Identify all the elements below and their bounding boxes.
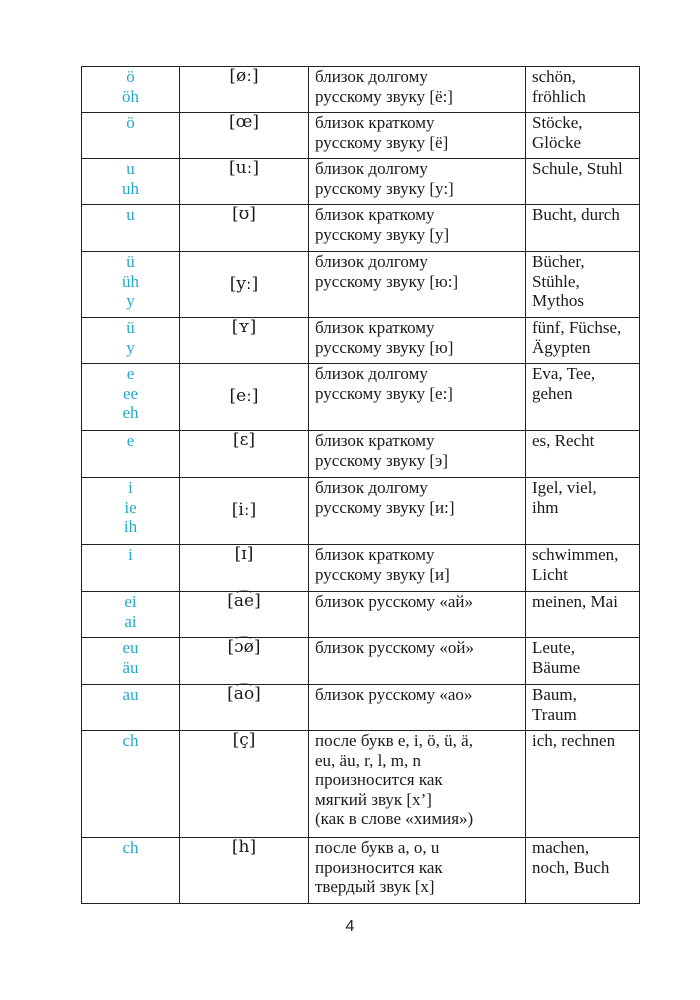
examples-cell-line: Ägypten [532,337,591,357]
description-cell [309,685,526,731]
examples-cell-line: noch, Buch [532,857,610,877]
examples-cell-line: ihm [532,497,559,517]
ipa-cell: [œ] [180,113,309,159]
letters-cell [82,67,180,113]
examples-cell-line: es, Recht [532,431,595,450]
examples-cell-line: meinen, Mai [532,592,618,611]
examples-cell-line: ich, rechnen [532,731,616,750]
description-cell [309,431,526,478]
examples-cell [526,113,640,159]
letters-cell [82,545,180,592]
ipa-cell: [ç] [180,731,309,838]
ipa-cell: [ɪ] [180,545,309,592]
examples-cell [526,592,640,638]
description-cell-line: после букв a, o, u [315,838,440,857]
ipa-cell: [a͡e] [180,592,309,638]
description-cell-line: (как в слове «химия») [315,809,474,828]
letters-cell-line: üh [122,271,139,291]
examples-cell [526,431,640,478]
examples-cell-line: Bücher, [532,252,585,271]
letters-cell-line: ie [124,497,137,517]
letters-cell-line: ch [122,731,139,750]
letters-cell-line: ö [126,67,135,86]
table-row [82,545,640,592]
letters-cell [82,318,180,364]
letters-cell-line: i [128,478,133,497]
table-row [82,685,640,731]
examples-cell-line: Igel, viel, [532,478,597,497]
letters-cell [82,838,180,904]
examples-cell [526,478,640,545]
letters-cell-line: y [126,291,135,310]
letters-cell [82,638,180,685]
description-cell-line: русскому звуку [у:] [315,178,454,198]
table-row [82,67,640,113]
description-cell [309,67,526,113]
examples-cell [526,364,640,431]
letters-cell [82,252,180,318]
letters-cell-line: u [126,205,135,224]
description-cell-line: близок краткому [315,431,435,450]
description-cell-line: русскому звуку [ю] [315,337,454,357]
examples-cell-line: Glöcke [532,132,582,152]
examples-cell [526,685,640,731]
ipa-cell: [a͡o] [180,685,309,731]
ipa-cell: [ɛ] [180,431,309,478]
examples-cell [526,545,640,592]
examples-cell-line: Traum [532,704,577,724]
ipa-cell: [ɔ͡ø] [180,638,309,685]
examples-cell [526,731,640,838]
letters-cell-line: ü [126,252,135,271]
table-row [82,318,640,364]
table-row [82,113,640,159]
description-cell-line: русскому звуку [у] [315,224,450,244]
table-row [82,478,640,545]
phonetics-table-body [82,67,640,904]
examples-cell [526,252,640,318]
letters-cell [82,364,180,431]
table-row [82,731,640,838]
letters-cell-line: ai [124,611,137,631]
letters-cell-line: ih [123,517,138,536]
description-cell [309,638,526,685]
letters-cell-line: e [126,364,135,383]
examples-cell-line: Schule, Stuhl [532,159,623,178]
description-cell-line: после букв e, i, ö, ü, ä, [315,731,473,750]
letters-cell-line: u [126,159,135,178]
ipa-cell: [øː] [180,67,309,113]
description-cell [309,252,526,318]
letters-cell [82,113,180,159]
ipa-cell: [iː] [180,478,309,545]
letters-cell [82,478,180,545]
examples-cell-line: Licht [532,564,568,584]
table-row [82,205,640,252]
letters-cell-line: ö [126,113,135,132]
description-cell-line: близок русскому «ао» [315,685,473,704]
description-cell-line: твердый звук [х] [315,877,435,896]
table-row [82,638,640,685]
letters-cell [82,685,180,731]
examples-cell [526,638,640,685]
description-cell-line: произносится как [315,857,443,877]
ipa-cell: [yː] [180,252,309,318]
table-row [82,431,640,478]
description-cell [309,159,526,205]
description-cell-line: произносится как [315,770,443,789]
ipa-cell: [eː] [180,364,309,431]
description-cell [309,205,526,252]
examples-cell [526,318,640,364]
letters-cell-line: äu [122,657,139,677]
table-row [82,364,640,431]
letters-cell-line: i [128,545,133,564]
ipa-cell: [ʏ] [180,318,309,364]
ipa-cell: [ʊ] [180,205,309,252]
letters-cell [82,592,180,638]
description-cell-line: близок долгому [315,252,428,271]
description-cell-line: русскому звуку [ё] [315,132,449,152]
letters-cell [82,431,180,478]
description-cell-line: близок краткому [315,545,435,564]
description-cell [309,364,526,431]
table-row [82,159,640,205]
examples-cell [526,67,640,113]
table-row [82,838,640,904]
description-cell-line: eu, äu, r, l, m, n [315,750,422,770]
letters-cell-line: ch [122,838,139,857]
description-cell [309,478,526,545]
description-cell-line: русскому звуку [ё:] [315,86,453,106]
examples-cell [526,159,640,205]
letters-cell-line: eu [122,638,139,657]
examples-cell-line: fröhlich [532,86,586,106]
examples-cell-line: Stöcke, [532,113,583,132]
description-cell [309,318,526,364]
letters-cell [82,205,180,252]
letters-cell [82,731,180,838]
examples-cell-line: Bucht, durch [532,205,620,224]
examples-cell [526,838,640,904]
description-cell-line: близок краткому [315,318,435,337]
examples-cell-line: schwimmen, [532,545,619,564]
description-cell-line: близок долгому [315,364,428,383]
examples-cell-line: schön, [532,67,576,86]
letters-cell-line: uh [122,178,139,198]
letters-cell-line: ee [122,383,139,403]
table-row [82,592,640,638]
phonetics-table [81,66,640,904]
letters-cell-line: e [126,431,135,450]
examples-cell-line: gehen [532,383,573,403]
page-number: 4 [345,918,355,935]
examples-cell-line: Leute, [532,638,575,657]
letters-cell-line: au [122,685,139,704]
description-cell [309,545,526,592]
examples-cell-line: fünf, Füchse, [532,318,622,337]
examples-cell-line: machen, [532,838,590,857]
examples-cell-line: Baum, [532,685,577,704]
examples-cell-line: Bäume [532,657,581,677]
letters-cell-line: ü [126,318,135,337]
table-row [82,252,640,318]
ipa-cell: [uː] [180,159,309,205]
examples-cell-line: Mythos [532,291,584,310]
examples-cell-line: Eva, Tee, [532,364,596,383]
letters-cell-line: öh [122,86,139,106]
description-cell [309,592,526,638]
description-cell-line: близок долгому [315,478,428,497]
letters-cell [82,159,180,205]
description-cell [309,731,526,838]
letters-cell-line: eh [122,403,139,422]
description-cell-line: близок краткому [315,113,435,132]
description-cell-line: русскому звуку [и] [315,564,450,584]
examples-cell [526,205,640,252]
examples-cell-line: Stühle, [532,271,580,291]
description-cell-line: близок русскому «ай» [315,592,474,611]
description-cell-line: близок краткому [315,205,435,224]
description-cell-line: близок долгому [315,67,428,86]
letters-cell-line: y [126,337,135,357]
description-cell [309,838,526,904]
description-cell-line: русскому звуку [и:] [315,497,455,517]
description-cell-line: русскому звуку [э] [315,450,448,470]
letters-cell-line: ei [124,592,137,611]
description-cell [309,113,526,159]
description-cell-line: близок русскому «ой» [315,638,474,657]
description-cell-line: мягкий звук [х’] [315,789,432,809]
description-cell-line: русскому звуку [е:] [315,383,453,403]
description-cell-line: близок долгому [315,159,428,178]
ipa-cell: [h] [180,838,309,904]
description-cell-line: русскому звуку [ю:] [315,271,459,291]
